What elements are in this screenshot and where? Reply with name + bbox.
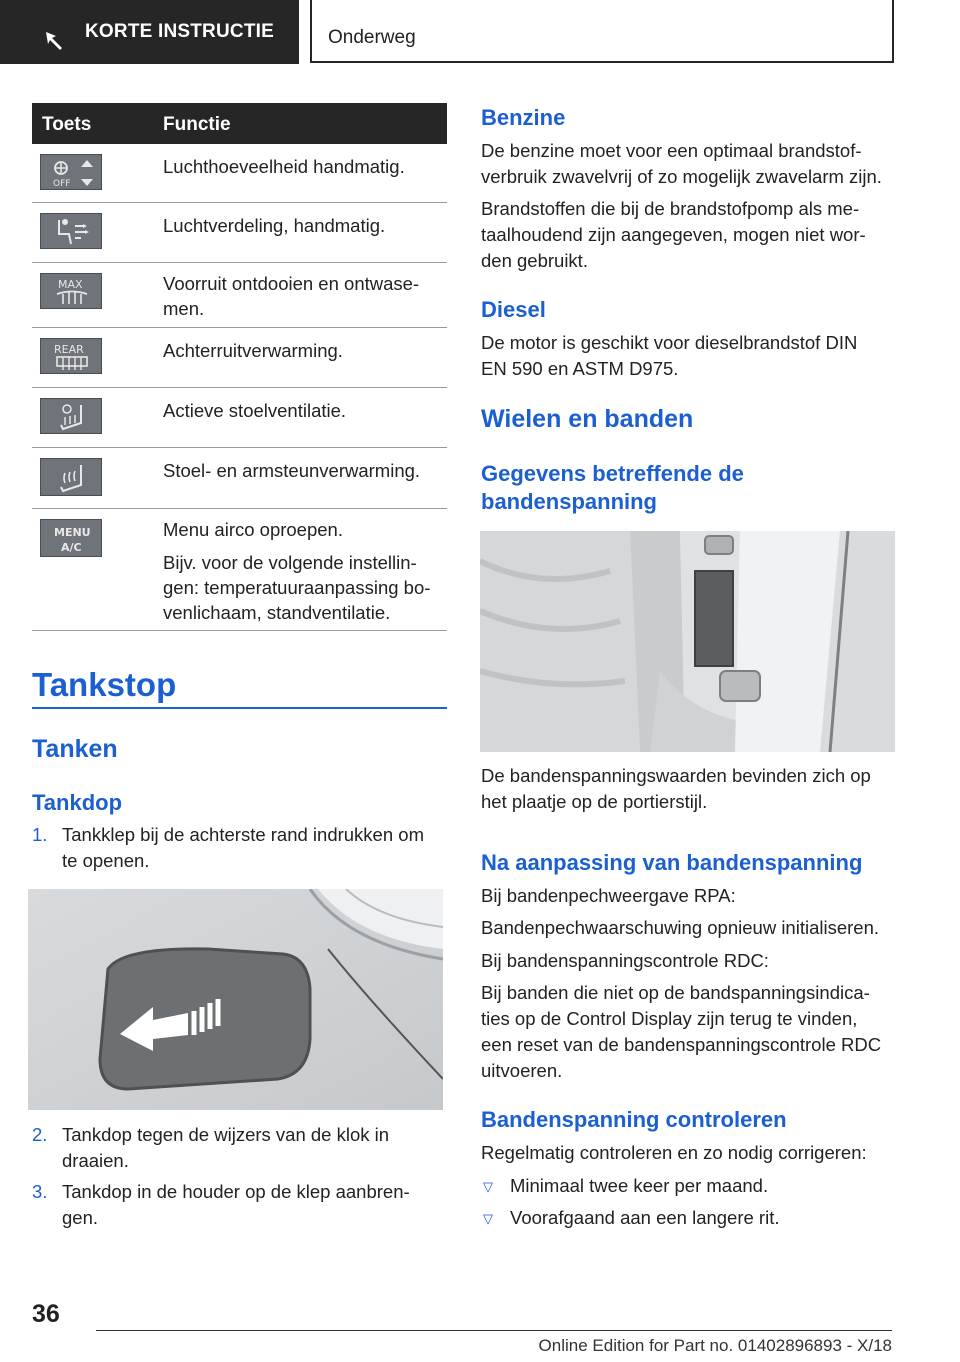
heading-na-aanpassing: Na aanpassing van bandenspanning	[481, 850, 863, 875]
rpa-action: Bandenpechwaarschuwing opnieuw initialiseren.	[481, 917, 880, 938]
heading-wielen: Wielen en banden	[481, 405, 694, 433]
table-row	[32, 263, 447, 328]
bullet-triangle-icon: ▽	[483, 1211, 493, 1226]
diesel-paragraph: De motor is geschikt voor dieselbrandstof DIN EN 590 en ASTM D975.	[481, 332, 858, 379]
seat-ventilation-icon	[40, 398, 102, 434]
footer-divider	[96, 1330, 892, 1331]
svg-text:MAX: MAX	[58, 278, 83, 291]
heading-controleren: Bandenspanning controleren	[481, 1107, 787, 1132]
page-number: 36	[32, 1300, 60, 1328]
heading-tanken: Tanken	[32, 735, 118, 763]
controle-intro: Regelmatig controleren en zo nodig corrigeren:	[481, 1142, 867, 1163]
function-text: Actieve stoelventilatie.	[163, 400, 347, 421]
heading-tankdop: Tankdop	[32, 790, 123, 815]
seat-heating-icon	[40, 458, 102, 496]
table-row	[32, 388, 447, 448]
table-row	[32, 203, 447, 263]
pointer-icon	[44, 30, 66, 52]
header-function: Functie	[163, 114, 231, 135]
chapter-title: Onderweg	[328, 27, 416, 48]
section-tab	[0, 0, 299, 64]
svg-text:MENU: MENU	[54, 526, 91, 539]
table-row	[32, 448, 447, 509]
step-number: 2.	[32, 1124, 48, 1145]
rear-defrost-icon	[40, 338, 102, 374]
fan-off-up-down-icon	[40, 154, 102, 190]
step-number: 1.	[32, 824, 48, 845]
heading-benzine: Benzine	[481, 105, 566, 130]
step-text: Tankdop in de houder op de klep aanbren- gen.	[62, 1181, 410, 1228]
rpa-line: Bij bandenpechweergave RPA:	[481, 885, 736, 906]
section-heading-tankstop: Tankstop	[32, 666, 177, 703]
menu-ac-icon	[40, 519, 102, 557]
table-row	[32, 509, 447, 631]
step-text: Tankdop tegen de wijzers van de klok in draaien.	[62, 1124, 390, 1171]
bullet-triangle-icon: ▽	[483, 1179, 493, 1194]
fuel-flap-illustration	[28, 889, 443, 1110]
function-text: Luchthoeveelheid handmatig.	[163, 156, 405, 177]
table-header	[32, 103, 447, 144]
chapter-box	[310, 0, 894, 63]
heading-diesel: Diesel	[481, 297, 546, 322]
header-key: Toets	[42, 114, 92, 135]
footer-edition: Online Edition for Part no. 01402896893 - X/18	[538, 1336, 892, 1355]
svg-text:OFF: OFF	[53, 179, 71, 189]
benzine-paragraph-1: De benzine moet voor een optimaal brandstof- verbruik zwavelvrij of zo mogelijk zwavelarm zijn.	[481, 140, 882, 187]
button-function-table	[32, 103, 447, 631]
bullet-text: Minimaal twee keer per maand.	[510, 1175, 769, 1196]
pillar-caption: De bandenspanningswaarden bevinden zich op het plaatje op de portierstijl.	[481, 765, 871, 812]
bullet-text: Voorafgaand aan een langere rit.	[510, 1207, 780, 1228]
svg-text:A/C: A/C	[61, 541, 82, 554]
heading-underline	[32, 707, 447, 709]
step-text: Tankklep bij de achterste rand indrukken om te openen.	[62, 824, 424, 871]
table-row	[32, 328, 447, 388]
air-distribution-icon	[40, 213, 102, 249]
benzine-paragraph-2: Brandstoffen die bij de brandstofpomp als me- taalhoudend zijn aangegeven, mogen niet wor- den gebruikt.	[481, 198, 866, 271]
door-pillar-illustration	[480, 531, 895, 752]
function-text: Voorruit ontdooien en ontwase- men.	[163, 273, 420, 319]
svg-text:REAR: REAR	[54, 343, 84, 356]
table-row	[32, 144, 447, 203]
function-text: Menu airco oproepen. Bijv. voor de volgende instellin- gen: temperatuuraanpassing bo- venlichaam, standventilatie.	[163, 519, 431, 623]
section-title: KORTE INSTRUCTIE	[85, 21, 274, 42]
rdc-line: Bij bandenspanningscontrole RDC:	[481, 950, 769, 971]
step-number: 3.	[32, 1181, 48, 1202]
function-text: Stoel- en armsteunverwarming.	[163, 460, 421, 481]
rdc-paragraph: Bij banden die niet op de bandspanningsindica- ties op de Control Display zijn terug te vinden, een reset van de bandenspanningscontrole RDC uitvoeren.	[481, 982, 882, 1081]
function-text: Achterruitverwarming.	[163, 340, 343, 361]
function-text: Luchtverdeling, handmatig.	[163, 215, 386, 236]
heading-gegevens: Gegevens betreffende de bandenspanning	[481, 461, 744, 514]
max-defrost-icon	[40, 273, 102, 309]
